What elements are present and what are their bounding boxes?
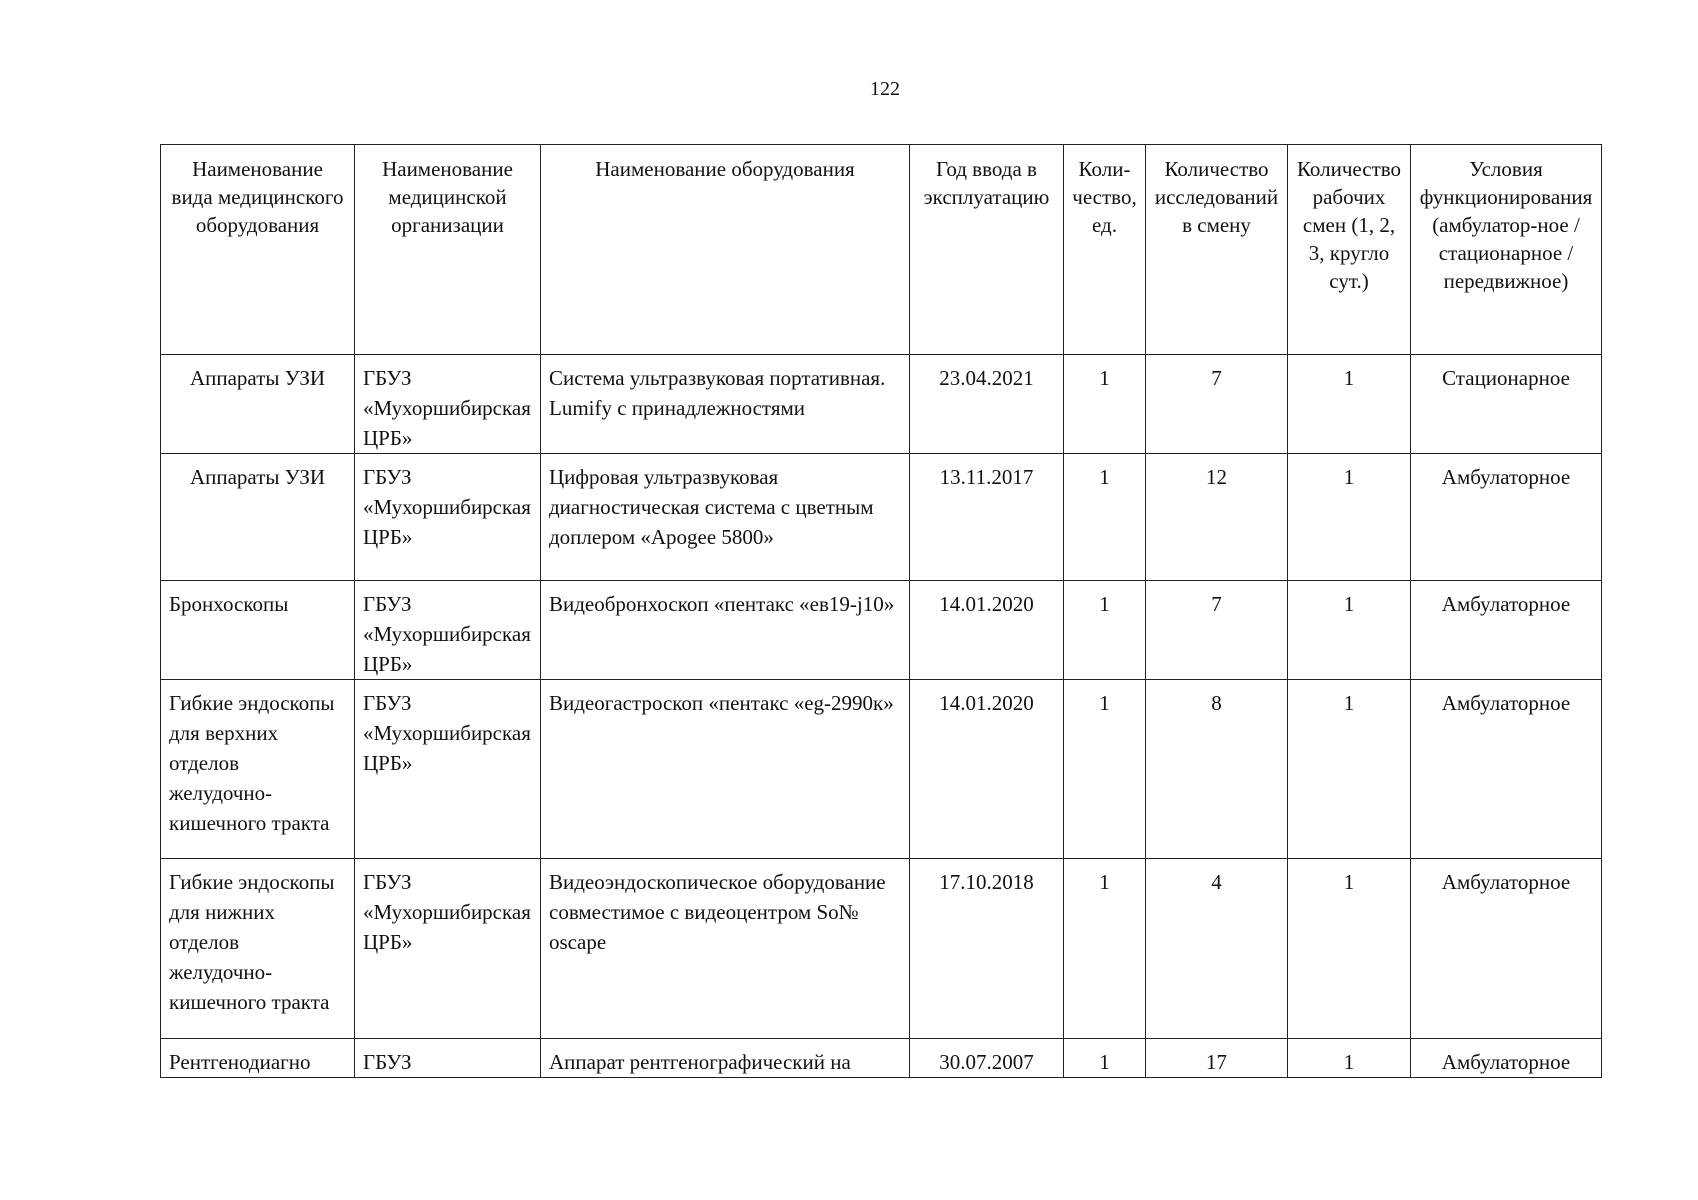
cell-organization: ГБУЗ «Мухоршибирская ЦРБ» — [355, 454, 541, 581]
table-header-row — [161, 145, 1602, 355]
cell-quantity: 1 — [1064, 454, 1146, 581]
table-row — [161, 355, 1602, 454]
cell-equipment-type: Аппараты УЗИ — [161, 454, 355, 581]
table-row — [161, 859, 1602, 1039]
header-commission-year: Год ввода в эксплуатацию — [910, 145, 1064, 355]
cell-studies: 12 — [1146, 454, 1288, 581]
cell-studies: 7 — [1146, 581, 1288, 680]
cell-equipment-name: Аппарат рентгенографический на — [541, 1039, 910, 1078]
cell-equipment-type: Аппараты УЗИ — [161, 355, 355, 454]
page-number: 122 — [870, 78, 900, 100]
cell-equipment-name: Видеобронхоскоп «пентакс «ев19-j10» — [541, 581, 910, 680]
cell-studies: 17 — [1146, 1039, 1288, 1078]
cell-shifts: 1 — [1288, 454, 1411, 581]
cell-organization: ГБУЗ «Мухоршибирская ЦРБ» — [355, 859, 541, 1039]
table-row — [161, 454, 1602, 581]
cell-conditions: Амбулаторное — [1411, 454, 1602, 581]
cell-conditions: Амбулаторное — [1411, 581, 1602, 680]
cell-conditions: Стационарное — [1411, 355, 1602, 454]
cell-quantity: 1 — [1064, 1039, 1146, 1078]
cell-equipment-type: Гибкие эндоскопы для нижних отделов желудочно-кишечного тракта — [161, 859, 355, 1039]
cell-equipment-type: Гибкие эндоскопы для верхних отделов желудочно-кишечного тракта — [161, 680, 355, 859]
cell-shifts: 1 — [1288, 1039, 1411, 1078]
cell-date: 17.10.2018 — [910, 859, 1064, 1039]
cell-studies: 4 — [1146, 859, 1288, 1039]
table-row — [161, 1039, 1602, 1078]
cell-organization: ГБУЗ «Мухоршибирская ЦРБ» — [355, 355, 541, 454]
cell-equipment-name: Цифровая ультразвуковая диагностическая система с цветным доплером «Apogee 5800» — [541, 454, 910, 581]
equipment-table — [160, 144, 1602, 1078]
cell-shifts: 1 — [1288, 680, 1411, 859]
cell-shifts: 1 — [1288, 859, 1411, 1039]
cell-studies: 8 — [1146, 680, 1288, 859]
cell-studies: 7 — [1146, 355, 1288, 454]
cell-shifts: 1 — [1288, 581, 1411, 680]
cell-date: 30.07.2007 — [910, 1039, 1064, 1078]
cell-date: 13.11.2017 — [910, 454, 1064, 581]
cell-conditions: Амбулаторное — [1411, 859, 1602, 1039]
cell-quantity: 1 — [1064, 581, 1146, 680]
cell-conditions: Амбулаторное — [1411, 680, 1602, 859]
cell-equipment-name: Видеогастроскоп «пентакс «eg-2990к» — [541, 680, 910, 859]
cell-conditions: Амбулаторное — [1411, 1039, 1602, 1078]
cell-date: 14.01.2020 — [910, 680, 1064, 859]
table-row — [161, 680, 1602, 859]
cell-equipment-type: Бронхоскопы — [161, 581, 355, 680]
cell-quantity: 1 — [1064, 355, 1146, 454]
header-quantity: Коли-чество, ед. — [1064, 145, 1146, 355]
header-studies-per-shift: Количество исследований в смену — [1146, 145, 1288, 355]
header-organization: Наименование медицинской организации — [355, 145, 541, 355]
cell-organization: ГБУЗ — [355, 1039, 541, 1078]
header-conditions: Условия функционирования (амбулатор-ное / стационарное / передвижное) — [1411, 145, 1602, 355]
cell-date: 23.04.2021 — [910, 355, 1064, 454]
cell-shifts: 1 — [1288, 355, 1411, 454]
header-equipment-name: Наименование оборудования — [541, 145, 910, 355]
cell-equipment-name: Система ультразвуковая портативная. Lumify с принадлежностями — [541, 355, 910, 454]
cell-date: 14.01.2020 — [910, 581, 1064, 680]
header-shifts: Количество рабочих смен (1, 2, 3, кругло сут.) — [1288, 145, 1411, 355]
cell-equipment-name: Видеоэндоскопическое оборудование совместимое с видеоцентром So№ oscape — [541, 859, 910, 1039]
cell-quantity: 1 — [1064, 859, 1146, 1039]
cell-quantity: 1 — [1064, 680, 1146, 859]
header-equipment-type: Наименование вида медицинского оборудования — [161, 145, 355, 355]
table-row — [161, 581, 1602, 680]
cell-organization: ГБУЗ «Мухоршибирская ЦРБ» — [355, 581, 541, 680]
cell-equipment-type: Рентгенодиагно — [161, 1039, 355, 1078]
cell-organization: ГБУЗ «Мухоршибирская ЦРБ» — [355, 680, 541, 859]
